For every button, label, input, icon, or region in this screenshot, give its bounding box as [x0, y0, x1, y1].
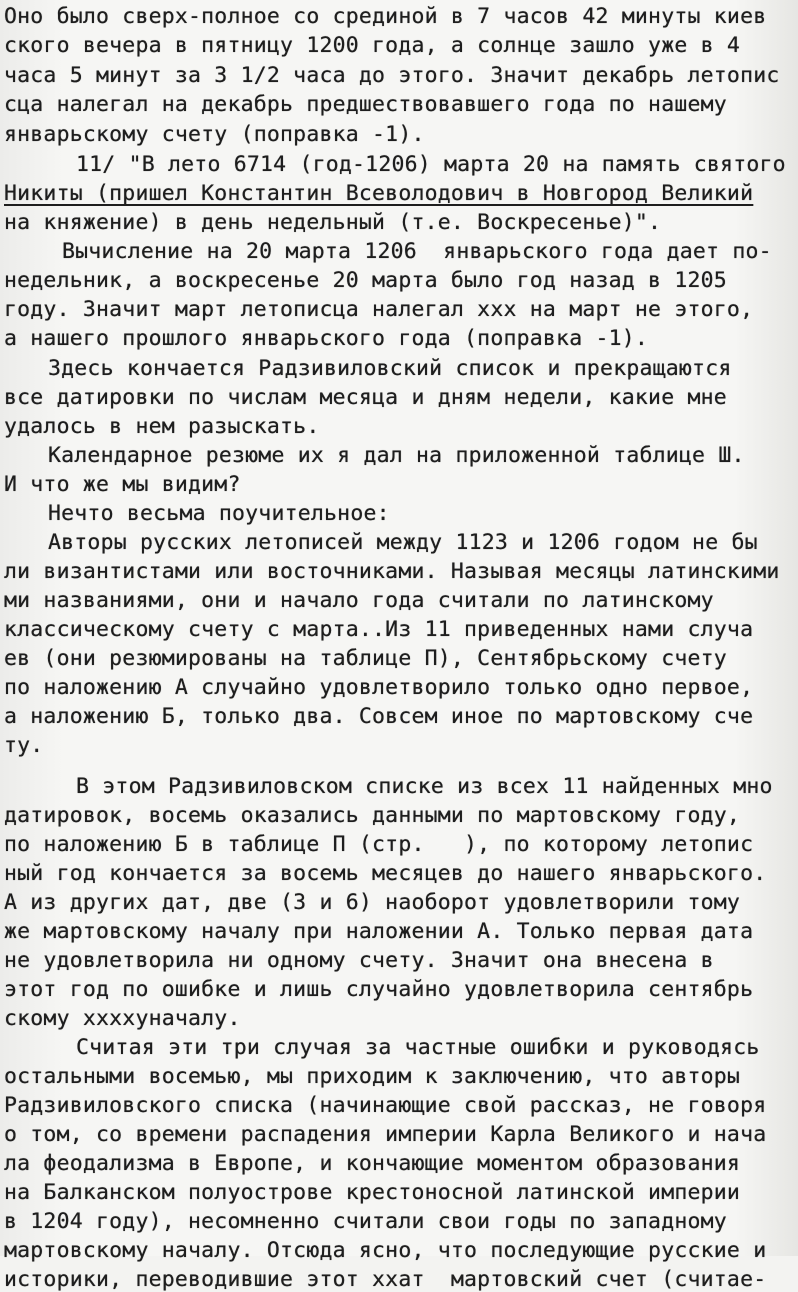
text-line: по наложению А случайно удовлетворило только одно первое,: [4, 675, 754, 700]
text-line: 11/ "В лето 6714 (год-1206) марта 20 на память святого: [76, 152, 786, 177]
text-line: не удовлетворила ни одному счету. Значит она внесена в: [4, 948, 714, 973]
text-line: историки, переводившие этот ххат мартовский счет (считае-: [4, 1267, 767, 1292]
text-line: ту.: [4, 733, 44, 758]
text-line: мартовскому началу. Отсюда ясно, что последующие русские и: [4, 1238, 767, 1263]
text-line: классическому счету с марта..Из 11 приведенных нами случа: [4, 617, 754, 642]
text-line: а нашего прошлого январьского года (поправка -1).: [4, 326, 649, 351]
text-line: Нечто весьма поучительное:: [48, 501, 390, 526]
text-line: Оно было сверх-полное со срединой в 7 часов 42 минуты киев: [4, 4, 767, 29]
text-line: Считая эти три случая за частные ошибки и руководясь: [76, 1035, 760, 1060]
text-line: в 1204 году), несомненно считали свои годы по западному: [4, 1209, 727, 1234]
text-line: же мартовскому началу при наложении А. Только первая дата: [4, 919, 754, 944]
text-line: часа 5 минут за 3 1/2 часа до этого. Значит декабрь летопис: [4, 63, 780, 88]
text-line: Вычисление на 20 марта 1206 январьского года дает по-: [62, 239, 772, 264]
text-line: по наложению Б в таблице П (стр. ), по которому летопис: [4, 832, 754, 857]
text-line: этот год по ошибке и лишь случайно удовлетворила сентябрь: [4, 977, 754, 1002]
text-line: январьскому счету (поправка -1).: [4, 122, 425, 147]
underlined-text-line: Никиты (пришел Константин Всеволодович в Новгород Великий: [4, 181, 754, 206]
text-line: о том, со времени распадения империи Карла Великого и нача: [4, 1122, 767, 1147]
text-line: Радзивиловского списка (начинающие свой рассказ, не говоря: [4, 1093, 767, 1118]
text-line: скому ххххуначалу.: [4, 1006, 241, 1031]
text-line: удалось в нем разыскать.: [4, 414, 320, 439]
text-line: сца налегал на декабрь предшествовавшего года по нашему: [4, 92, 727, 117]
text-line: остальными восемью, мы приходим к заключению, что авторы: [4, 1064, 741, 1089]
text-line: недельник, а воскресенье 20 марта было год назад в 1205: [4, 268, 727, 293]
text-line: ми названиями, они и начало года считали по латинскому: [4, 588, 714, 613]
text-line: Календарное резюме их я дал на приложенной таблице Ш.: [48, 443, 745, 468]
text-line: на княжение) в день недельный (т.е. Воскресенье)".: [4, 210, 662, 235]
text-line: ный год кончается за восемь месяцев до нашего январьского.: [4, 861, 767, 886]
text-line: году. Значит март летописца налегал ххх на март не этого,: [4, 297, 754, 322]
text-line: А из других дат, две (3 и 6) наоборот удовлетворили тому: [4, 890, 741, 915]
text-line: И что же мы видим?: [4, 472, 241, 497]
text-line: ев (они резюмированы на таблице П), Сентябрьскому счету: [4, 646, 727, 671]
text-line: ли византистами или восточниками. Называя месяцы латинскими: [4, 559, 780, 584]
text-line: ского вечера в пятницу 1200 года, а солнце зашло уже в 4: [4, 33, 741, 58]
text-line: а наложению Б, только два. Совсем иное по мартовскому сче: [4, 704, 754, 729]
text-line: Здесь кончается Радзивиловский список и прекращаются: [48, 356, 732, 381]
text-line: В этом Радзивиловском списке из всех 11 найденных мно: [76, 774, 773, 799]
text-line: Авторы русских летописей между 1123 и 1206 годом не бы: [48, 530, 758, 555]
text-line: все датировки по числам месяца и дням недели, какие мне: [4, 385, 727, 410]
text-line: ла феодализма в Европе, и кончающие моментом образования: [4, 1151, 741, 1176]
text-line: на Балканском полуострове крестоносной латинской империи: [4, 1180, 741, 1205]
text-line: датировок, восемь оказались данными по мартовскому году,: [4, 803, 741, 828]
